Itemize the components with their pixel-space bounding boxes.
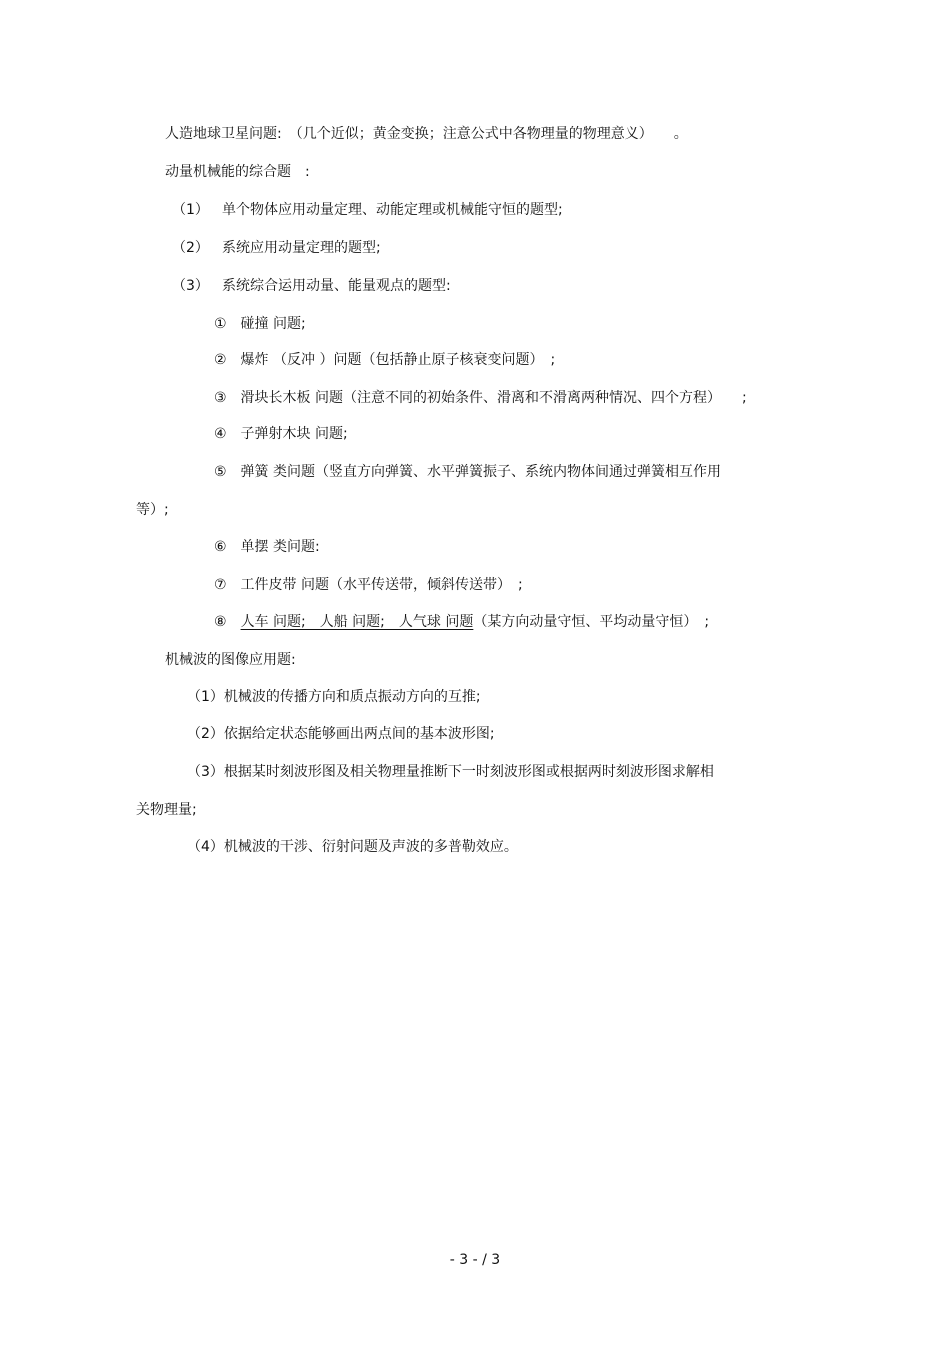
sub-item-8-number: ⑧ [214, 614, 227, 630]
page-number: - 3 - / 3 [449, 1252, 501, 1268]
item-1-number: （1） [172, 202, 209, 218]
wave-item-3-continued: 关物理量; [136, 802, 197, 818]
sub-item-1: ① 碰撞 问题; [214, 316, 306, 332]
sub-item-5: ⑤ 弹簧 类问题（竖直方向弹簧、水平弹簧振子、系统内物体间通过弹簧相互作用 [214, 464, 721, 480]
satellite-line: 人造地球卫星问题: （几个近似；黄金变换；注意公式中各物理量的物理意义） 。 [165, 126, 688, 142]
item-2-number: （2） [172, 240, 209, 256]
item-2-text: 系统应用动量定理的题型; [222, 240, 381, 256]
wave-item-1: （1）机械波的传播方向和质点振动方向的互推; [187, 689, 481, 705]
wave-item-2: （2）依据给定状态能够画出两点间的基本波形图; [187, 726, 495, 742]
wave-item-4: （4）机械波的干涉、衍射问题及声波的多普勒效应。 [187, 839, 518, 855]
sub-item-5-continued: 等）; [136, 502, 169, 518]
sub-item-7: ⑦ 工件皮带 问题（水平传送带，倾斜传送带） ; [214, 577, 523, 593]
item-1-text: 单个物体应用动量定理、动能定理或机械能守恒的题型; [222, 202, 563, 218]
wave-item-3: （3）根据某时刻波形图及相关物理量推断下一时刻波形图或根据两时刻波形图求解相 [187, 764, 714, 780]
momentum-heading: 动量机械能的综合题 : [165, 164, 310, 180]
wave-heading: 机械波的图像应用题: [165, 652, 296, 668]
item-3-text: 系统综合运用动量、能量观点的题型: [222, 278, 451, 294]
sub-item-3: ③ 滑块长木板 问题（注意不同的初始条件、滑离和不滑离两种情况、四个方程） ; [214, 390, 747, 406]
sub-item-4: ④ 子弹射木块 问题; [214, 426, 348, 442]
item-3-number: （3） [172, 278, 209, 294]
sub-item-2: ② 爆炸 （反冲 ）问题（包括静止原子核衰变问题） ; [214, 352, 556, 368]
sub-item-8 [214, 612, 709, 632]
sub-item-6: ⑥ 单摆 类问题: [214, 539, 320, 555]
sub-item-8-rest: （某方向动量守恒、平均动量守恒） ; [473, 614, 710, 630]
sub-item-8-underlined: 人车 问题; 人船 问题; 人气球 问题 [240, 614, 474, 630]
